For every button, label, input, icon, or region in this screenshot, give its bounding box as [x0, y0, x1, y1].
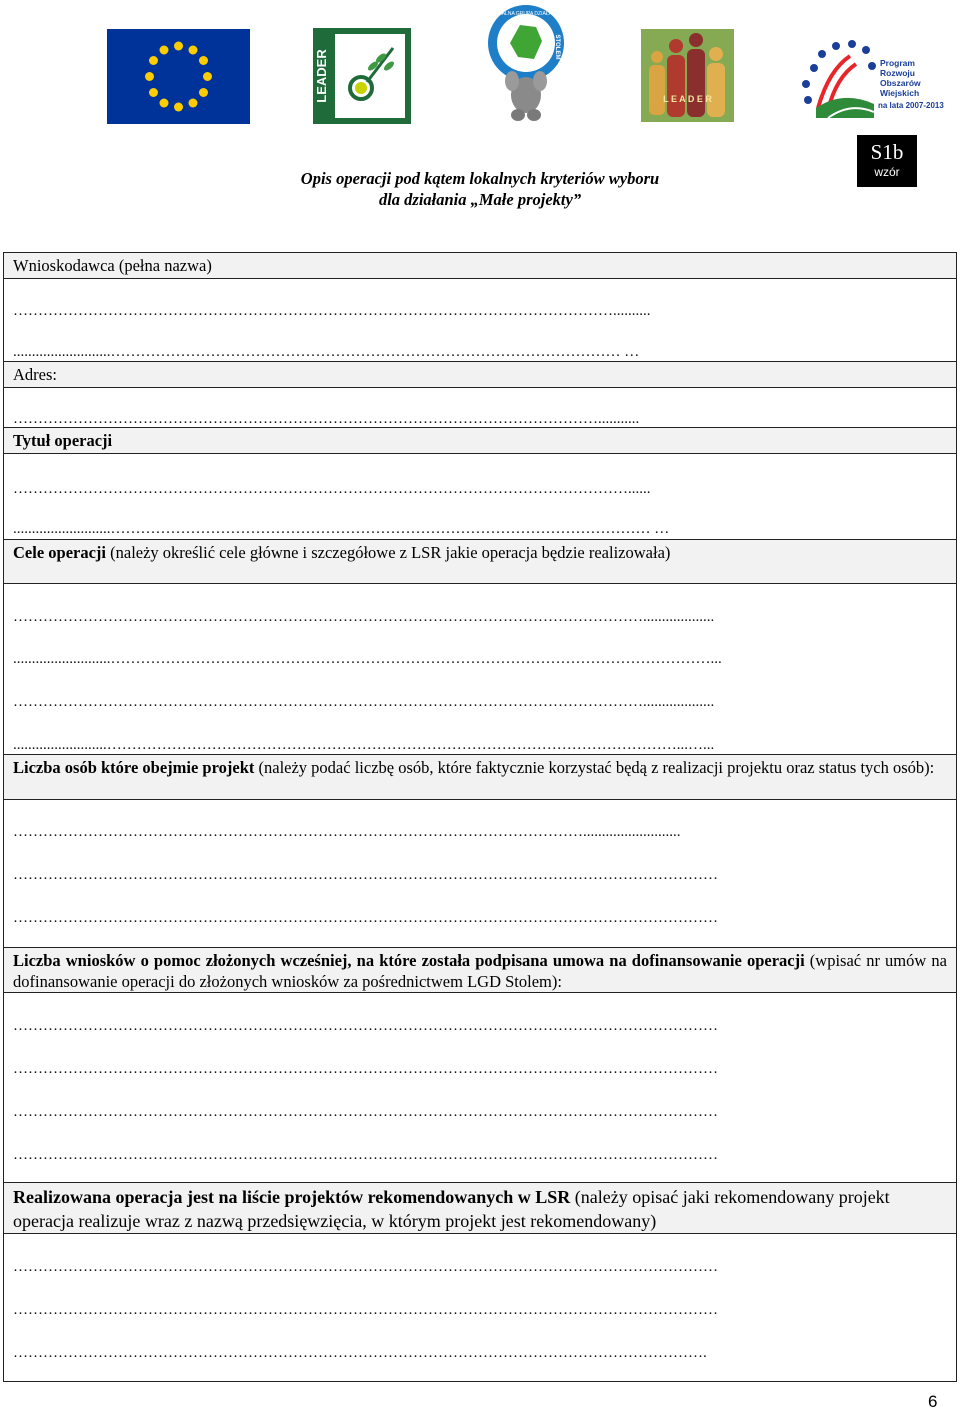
- svg-text:Wiejskich: Wiejskich: [880, 88, 920, 98]
- prior-applications-field-line2[interactable]: ……………………………………………………………………………………………………………………………: [13, 1061, 718, 1077]
- objectives-field-line4[interactable]: .........................……………………………………………………………………………………………………...…...: [13, 737, 715, 753]
- svg-text:LEADER: LEADER: [314, 49, 329, 103]
- participants-label-bold: Liczba osób które obejmie projekt: [13, 758, 255, 777]
- participants-label-rest: (należy podać liczbę osób, które faktycznie korzystać będą z realizacji projektu oraz status tych osób):: [254, 758, 935, 777]
- eu-flag-icon: [107, 29, 250, 124]
- objectives-label: [4, 539, 956, 584]
- document-title: [200, 168, 760, 210]
- address-label: Adres:: [4, 361, 956, 388]
- participants-field-line1[interactable]: ……………………………………………………………………………………………………..........................: [13, 824, 681, 840]
- page-number: 6: [928, 1392, 938, 1411]
- participants-field-line3[interactable]: ……………………………………………………………………………………………………………………………: [13, 910, 718, 926]
- form-code-sub: wzór: [874, 165, 900, 179]
- document-title-line1: Opis operacji pod kątem lokalnych kryteriów wyboru: [300, 169, 660, 188]
- svg-text:Obszarów: Obszarów: [880, 78, 921, 88]
- operation-title-label-text: Tytuł operacji: [13, 431, 113, 450]
- leader-logo-icon: [313, 28, 411, 124]
- form-table: [3, 252, 957, 1382]
- applicant-field-line1[interactable]: …………………………………………………………………………………………………………..........: [13, 303, 651, 319]
- svg-text:na lata 2007-2013: na lata 2007-2013: [878, 101, 944, 110]
- participants-label: [4, 754, 956, 800]
- lgd-stolem-logo-icon: [484, 3, 568, 123]
- applicant-label: Wnioskodawca (pełna nazwa): [4, 253, 956, 279]
- recommended-project-label: [4, 1182, 956, 1234]
- prior-applications-field-line3[interactable]: ……………………………………………………………………………………………………………………………: [13, 1104, 718, 1120]
- operation-title-field-line1[interactable]: ……………………………………………………………………………………………………………......: [13, 481, 651, 497]
- svg-text:Rozwoju: Rozwoju: [880, 68, 915, 78]
- recommended-project-label-bold: Realizowana operacja jest na liście projektów rekomendowanych w LSR: [13, 1187, 571, 1207]
- prow-logo-icon: [798, 28, 946, 120]
- logo-bar: [0, 0, 960, 135]
- prior-applications-field-line4[interactable]: ……………………………………………………………………………………………………………………………: [13, 1147, 718, 1163]
- operation-title-field-line2[interactable]: ..........................……………………………………………………………………………………………… …: [13, 521, 670, 537]
- leader-mosaic-logo-icon: [641, 29, 734, 122]
- address-field-line1[interactable]: ………………………………………………………………………………………………………...........: [13, 411, 640, 427]
- recommended-project-field-line2[interactable]: ……………………………………………………………………………………………………………………………: [13, 1302, 718, 1318]
- objectives-field-line3[interactable]: ………………………………………………………………………………………………………………...................: [13, 694, 715, 710]
- recommended-project-field-line1[interactable]: ……………………………………………………………………………………………………………………………: [13, 1259, 718, 1275]
- recommended-project-field-line3[interactable]: ………………………………………………………………………………………………………………………….: [13, 1345, 707, 1361]
- objectives-field-line2[interactable]: ..........................…………………………………………………………………………………………………………...: [13, 651, 722, 667]
- prior-applications-label: [4, 947, 956, 993]
- form-code-badge: [857, 135, 917, 187]
- objectives-field-line1[interactable]: ………………………………………………………………………………………………………………...................: [13, 609, 715, 625]
- prior-applications-field-line1[interactable]: ……………………………………………………………………………………………………………………………: [13, 1018, 718, 1034]
- svg-text:STOLEM: STOLEM: [554, 34, 560, 60]
- objectives-label-bold: Cele operacji: [13, 543, 106, 562]
- form-code: S1b: [870, 140, 904, 164]
- svg-text:L E A D E R: L E A D E R: [663, 94, 712, 104]
- objectives-label-rest: (należy określić cele główne i szczegółowe z LSR jakie operacja będzie realizowała): [106, 543, 671, 562]
- participants-field-line2[interactable]: ……………………………………………………………………………………………………………………………: [13, 867, 718, 883]
- document-title-line2: dla działania „Małe projekty”: [378, 190, 582, 209]
- operation-title-label: [4, 427, 956, 454]
- recommended-project-label-rest: (należy opisać jaki rekomendowany projekt operacja realizuje wraz z nazwą przedsięwzięcia, w którym projekt jest rekomendowany): [13, 1187, 890, 1231]
- prior-applications-label-rest: (wpisać nr umów na dofinansowanie operacji do złożonych wniosków za pośrednictwem LGD Stolem):: [13, 951, 947, 991]
- applicant-field-line2[interactable]: ..........................………………………………………………………………………………………… …: [13, 344, 640, 360]
- svg-text:Program: Program: [880, 58, 915, 68]
- svg-text:LOKALNA GRUPA DZIAŁANIA: LOKALNA GRUPA DZIAŁANIA: [491, 11, 561, 17]
- prior-applications-label-bold: Liczba wniosków o pomoc złożonych wcześniej, na które została podpisana umowa na dofinansowanie operacji: [13, 951, 805, 970]
